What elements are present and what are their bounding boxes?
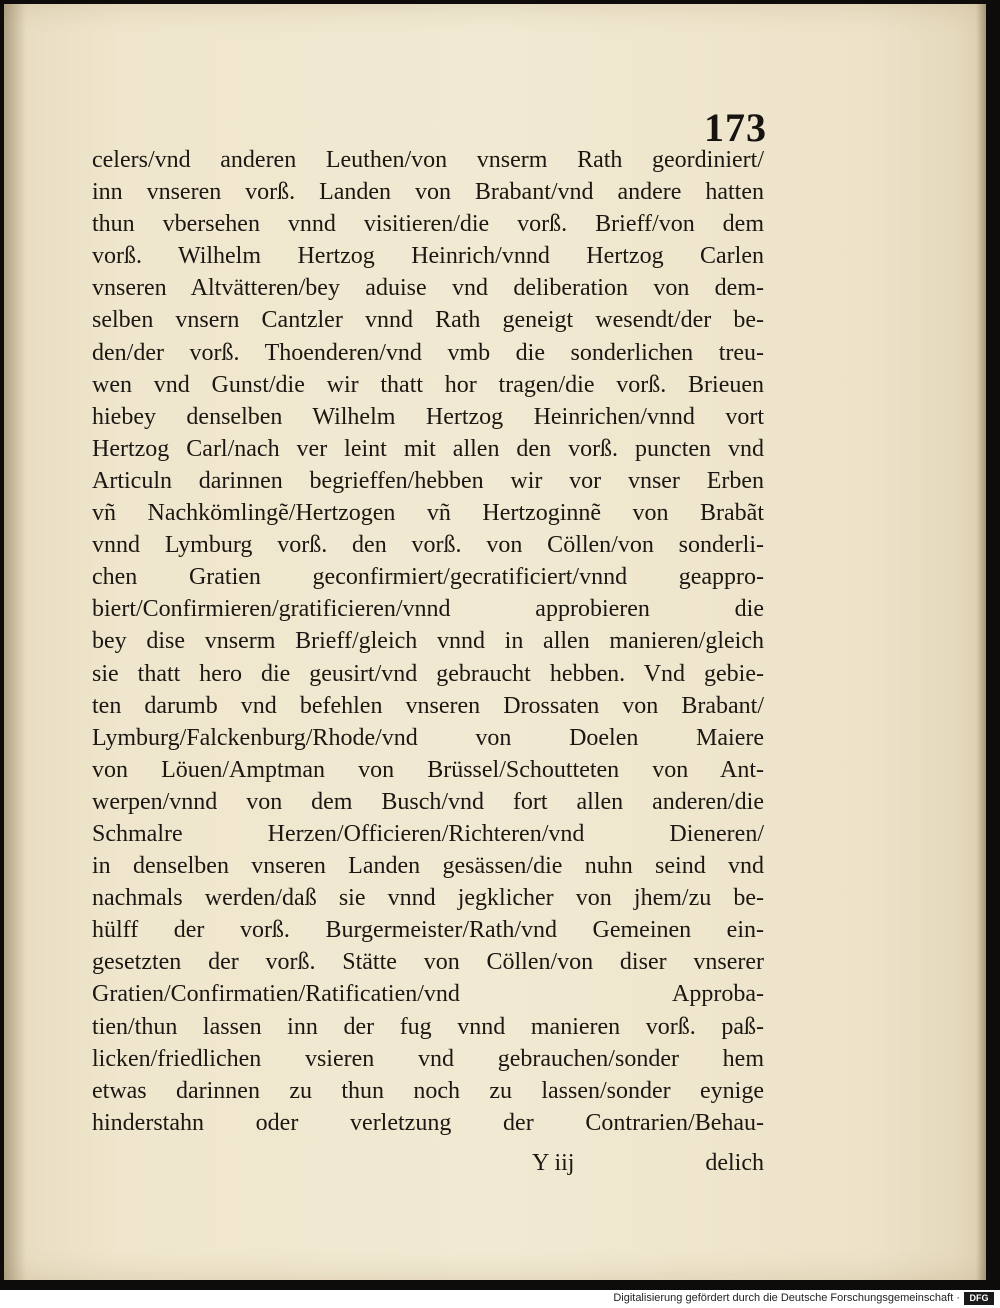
- text-line: vorß. Wilhelm Hertzog Heinrich/vnnd Hertzog Carlen: [92, 243, 764, 270]
- catchword: delich: [705, 1150, 764, 1176]
- credit-text: Digitalisierung gefördert durch die Deutsche Forschungsgemeinschaft ·: [613, 1292, 960, 1304]
- text-line: Schmalre Herzen/Officieren/Richteren/vnd Dieneren/: [92, 820, 764, 847]
- text-line: hiebey denselben Wilhelm Hertzog Heinrichen/vnnd vort: [92, 403, 764, 430]
- text-line: thun vbersehen vnnd visitieren/die vorß. Brieff/von dem: [92, 211, 764, 238]
- text-line: sie thatt hero die geusirt/vnd gebraucht hebben. Vnd gebie-: [92, 660, 764, 687]
- text-line: vnnd Lymburg vorß. den vorß. von Cöllen/von sonderli-: [92, 532, 764, 559]
- body-text: [92, 144, 764, 1139]
- text-line: den/der vorß. Thoenderen/vnd vmb die sonderlichen treu-: [92, 339, 764, 366]
- text-line: bey dise vnserm Brieff/gleich vnnd in allen manieren/gleich: [92, 628, 764, 655]
- text-line: etwas darinnen zu thun noch zu lassen/sonder eynige: [92, 1077, 764, 1104]
- credit-bar: [0, 1290, 1000, 1308]
- text-line: ten darumb vnd befehlen vnseren Drossaten von Brabant/: [92, 692, 764, 719]
- text-line: hinderstahn oder verletzung der Contrarien/Behau-: [92, 1109, 764, 1136]
- text-line: celers/vnd anderen Leuthen/von vnserm Rath geordiniert/: [92, 147, 764, 173]
- text-line: in denselben vnseren Landen gesässen/die nuhn seind vnd: [92, 853, 764, 880]
- text-line: tien/thun lassen inn der fug vnnd manieren vorß. paß-: [92, 1013, 764, 1040]
- text-line: Gratien/Confirmatien/Ratificatien/vnd Approba-: [92, 981, 764, 1008]
- text-line: hülff der vorß. Burgermeister/Rath/vnd Gemeinen ein-: [92, 917, 764, 944]
- signature-mark: Y iij: [532, 1150, 575, 1176]
- text-line: Lymburg/Falckenburg/Rhode/vnd von Doelen Maiere: [92, 724, 764, 751]
- text-line: licken/friedlichen vsieren vnd gebrauchen/sonder hem: [92, 1045, 764, 1072]
- text-line: nachmals werden/daß sie vnnd jegklicher von jhem/zu be-: [92, 885, 764, 912]
- text-line: werpen/vnnd von dem Busch/vnd fort allen anderen/die: [92, 788, 764, 815]
- text-line: vñ Nachkömlingẽ/Hertzogen vñ Hertzoginnẽ von Brabãt: [92, 500, 764, 527]
- page-edge-shadow: [976, 4, 986, 1280]
- text-line: inn vnseren vorß. Landen von Brabant/vnd andere hatten: [92, 179, 764, 206]
- book-page: [4, 4, 986, 1280]
- text-line: von Löuen/Amptman von Brüssel/Schoutteten von Ant-: [92, 756, 764, 783]
- text-line: Articuln darinnen begrieffen/hebben wir vor vnser Erben: [92, 467, 764, 494]
- page-footer: [92, 1146, 764, 1186]
- text-line: gesetzten der vorß. Stätte von Cöllen/von diser vnserer: [92, 949, 764, 976]
- page-gutter-shadow: [4, 4, 26, 1280]
- text-line: selben vnsern Cantzler vnnd Rath geneigt wesendt/der be-: [92, 307, 764, 334]
- text-line: wen vnd Gunst/die wir thatt hor tragen/die vorß. Brieuen: [92, 371, 764, 398]
- text-line: Hertzog Carl/nach ver leint mit allen den vorß. puncten vnd: [92, 435, 764, 462]
- text-line: biert/Confirmieren/gratificieren/vnnd approbieren die: [92, 596, 764, 623]
- text-line: vnseren Altvätteren/bey aduise vnd deliberation von dem-: [92, 275, 764, 302]
- page-number: 173: [704, 105, 767, 150]
- dfg-logo: DFG: [964, 1292, 994, 1305]
- text-line: chen Gratien geconfirmiert/gecratificiert/vnnd geappro-: [92, 564, 764, 591]
